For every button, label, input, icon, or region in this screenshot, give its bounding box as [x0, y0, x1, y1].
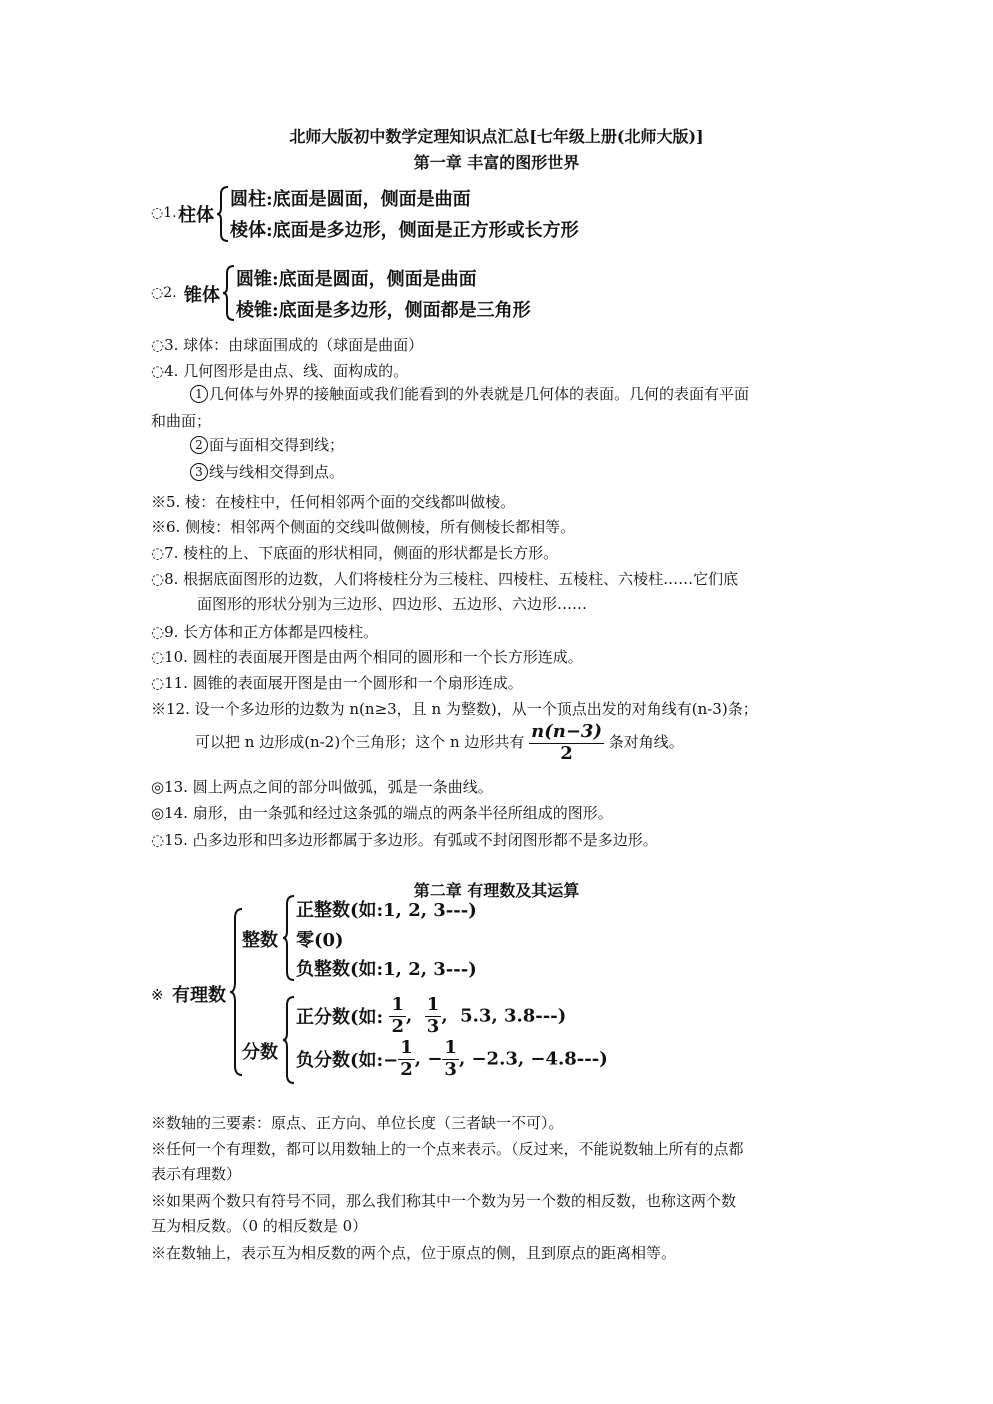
item-13: ◎13. 圆上两点之间的部分叫做弧，弧是一条曲线。 [151, 778, 493, 796]
rational-prefix: ※ [151, 986, 164, 1004]
negative-integers: 负整数(如:1, 2, 3---) [296, 959, 477, 980]
circled-1-icon: 1 [190, 385, 208, 403]
fraction-neg-one-half [398, 1038, 415, 1080]
numerator: 1 [426, 994, 440, 1015]
item-14: ◎14. 扇形，由一条弧和经过这条弧的端点的两条半径所组成的图形。 [151, 804, 613, 822]
item-4-sub-1-cont: 和曲面； [151, 412, 212, 430]
item-2-prefix: ◌2. [151, 285, 177, 301]
item-8-cont: 面图形的形状分别为三边形、四边形、五边形、六边形…… [197, 595, 588, 613]
positive-fractions-pre: 正分数(如: [296, 1007, 384, 1029]
item-9: ◌9. 长方体和正方体都是四棱柱。 [151, 623, 379, 641]
positive-fractions: 正分数(如: $\frac{1}{2}$ , $\frac{1}{3}$ , 5.3, 3.8---) [296, 994, 567, 1037]
item-2-brace [222, 265, 236, 321]
item-12-cont-post: 条对角线。 [608, 733, 684, 752]
circled-3-icon: 3 [190, 463, 208, 481]
note-rational-on-line: ※任何一个有理数，都可以用数轴上的一个点来表示。（反过来，不能说数轴上所有的点都 [151, 1140, 744, 1158]
item-1-brace [216, 186, 230, 242]
item-12: ※12. 设一个多边形的边数为 n(n≥3，且 n 为整数)，从一个顶点出发的对角线有(n-3)条； [151, 700, 758, 718]
diagonal-count-fraction [529, 722, 604, 764]
item-1-label: 柱体 [178, 205, 214, 226]
item-4-sub-2-text: 面与面相交得到线； [209, 436, 345, 454]
integers-brace [282, 895, 296, 981]
note-opposite-numbers-cont: 互为相反数。（0 的相反数是 0） [151, 1217, 368, 1235]
note-opposite-numbers: ※如果两个数只有符号不同，那么我们称其中一个数为另一个数的相反数，也称这两个数 [151, 1192, 737, 1210]
item-11: ◌11. 圆锥的表面展开图是由一个圆形和一个扇形连成。 [151, 674, 523, 692]
integers-label: 整数 [242, 930, 278, 951]
item-2-branch-2: 棱锥:底面是多边形，侧面都是三角形 [236, 300, 531, 321]
fraction-numerator: n(n−3) [531, 721, 602, 742]
item-1-branch-1: 圆柱:底面是圆面，侧面是曲面 [230, 189, 471, 210]
note-rational-on-line-cont: 表示有理数） [151, 1165, 242, 1183]
item-2-branch-1: 圆锥:底面是圆面，侧面是曲面 [236, 269, 477, 290]
fraction-one-half [389, 995, 406, 1037]
item-12-cont-pre: 可以把 n 边形成(n-2)个三角形；这个 n 边形共有 [195, 733, 525, 752]
item-2-label: 锥体 [184, 285, 220, 306]
item-1-branch-2: 棱体:底面是多边形，侧面是正方形或长方形 [230, 220, 579, 241]
negative-fractions-pre: 负分数(如:− [296, 1050, 399, 1072]
note-number-line-elements: ※数轴的三要素：原点、正方向、单位长度（三者缺一不可）。 [151, 1114, 564, 1132]
chapter-1-title: 第一章 丰富的图形世界 [413, 153, 580, 172]
document-title: 北师大版初中数学定理知识点汇总[七年级上册(北师大版)] [289, 127, 704, 146]
item-4-sub-1 [190, 383, 749, 404]
item-15: ◌15. 凸多边形和凹多边形都属于多边形。有弧或不封闭图形都不是多边形。 [151, 831, 658, 849]
numerator: 1 [391, 994, 404, 1015]
zero: 零(0) [296, 930, 344, 951]
item-1-prefix: ◌1. [151, 205, 177, 221]
item-8: ◌8. 根据底面图形的边数，人们将棱柱分为三棱柱、四棱柱、五棱柱、六棱柱……它们底 [151, 570, 739, 588]
denominator: 2 [400, 1058, 413, 1080]
circled-2-icon: 2 [190, 436, 208, 454]
fraction-neg-one-third [442, 1038, 459, 1080]
item-5: ※5. 棱：在棱柱中，任何相邻两个面的交线都叫做棱。 [151, 493, 516, 511]
rational-root-label: 有理数 [172, 985, 226, 1006]
item-3: ◌3. 球体：由球面围成的（球面是曲面） [151, 336, 424, 354]
fraction-one-third [425, 995, 442, 1037]
denominator: 3 [426, 1015, 440, 1037]
item-4-sub-2 [190, 434, 344, 455]
numerator: 1 [444, 1037, 457, 1058]
denominator: 3 [444, 1058, 457, 1080]
item-6: ※6. 侧棱：相邻两个侧面的交线叫做侧棱，所有侧棱长都相等。 [151, 518, 576, 536]
negative-fractions-mid: , − [414, 1048, 443, 1070]
item-12-cont [195, 722, 684, 764]
item-7: ◌7. 棱柱的上、下底面的形状相同，侧面的形状都是长方形。 [151, 544, 559, 562]
positive-fractions-post: 5.3, 3.8---) [460, 1005, 567, 1027]
positive-integers: 正整数(如:1, 2, 3---) [296, 900, 477, 921]
note-opposite-on-line: ※在数轴上，表示互为相反数的两个点，位于原点的侧，且到原点的距离相等。 [151, 1244, 677, 1262]
fractions-label: 分数 [242, 1042, 278, 1063]
denominator: 2 [391, 1015, 404, 1037]
fractions-brace [282, 996, 296, 1084]
chapter-2-title: 第二章 有理数及其运算 [413, 881, 580, 900]
negative-fractions-post: , −2.3, −4.8---) [458, 1048, 608, 1070]
item-4: ◌4. 几何图形是由点、线、面构成的。 [151, 362, 409, 380]
fraction-denominator: 2 [560, 742, 573, 764]
item-4-sub-3-text: 线与线相交得到点。 [209, 463, 345, 481]
item-10: ◌10. 圆柱的表面展开图是由两个相同的圆形和一个长方形连成。 [151, 648, 583, 666]
item-4-sub-1-text: 几何体与外界的接触面或我们能看到的外表就是几何体的表面。几何的表面有平面 [209, 385, 750, 403]
negative-fractions [296, 1038, 608, 1080]
numerator: 1 [400, 1037, 413, 1058]
item-4-sub-3 [190, 461, 344, 482]
